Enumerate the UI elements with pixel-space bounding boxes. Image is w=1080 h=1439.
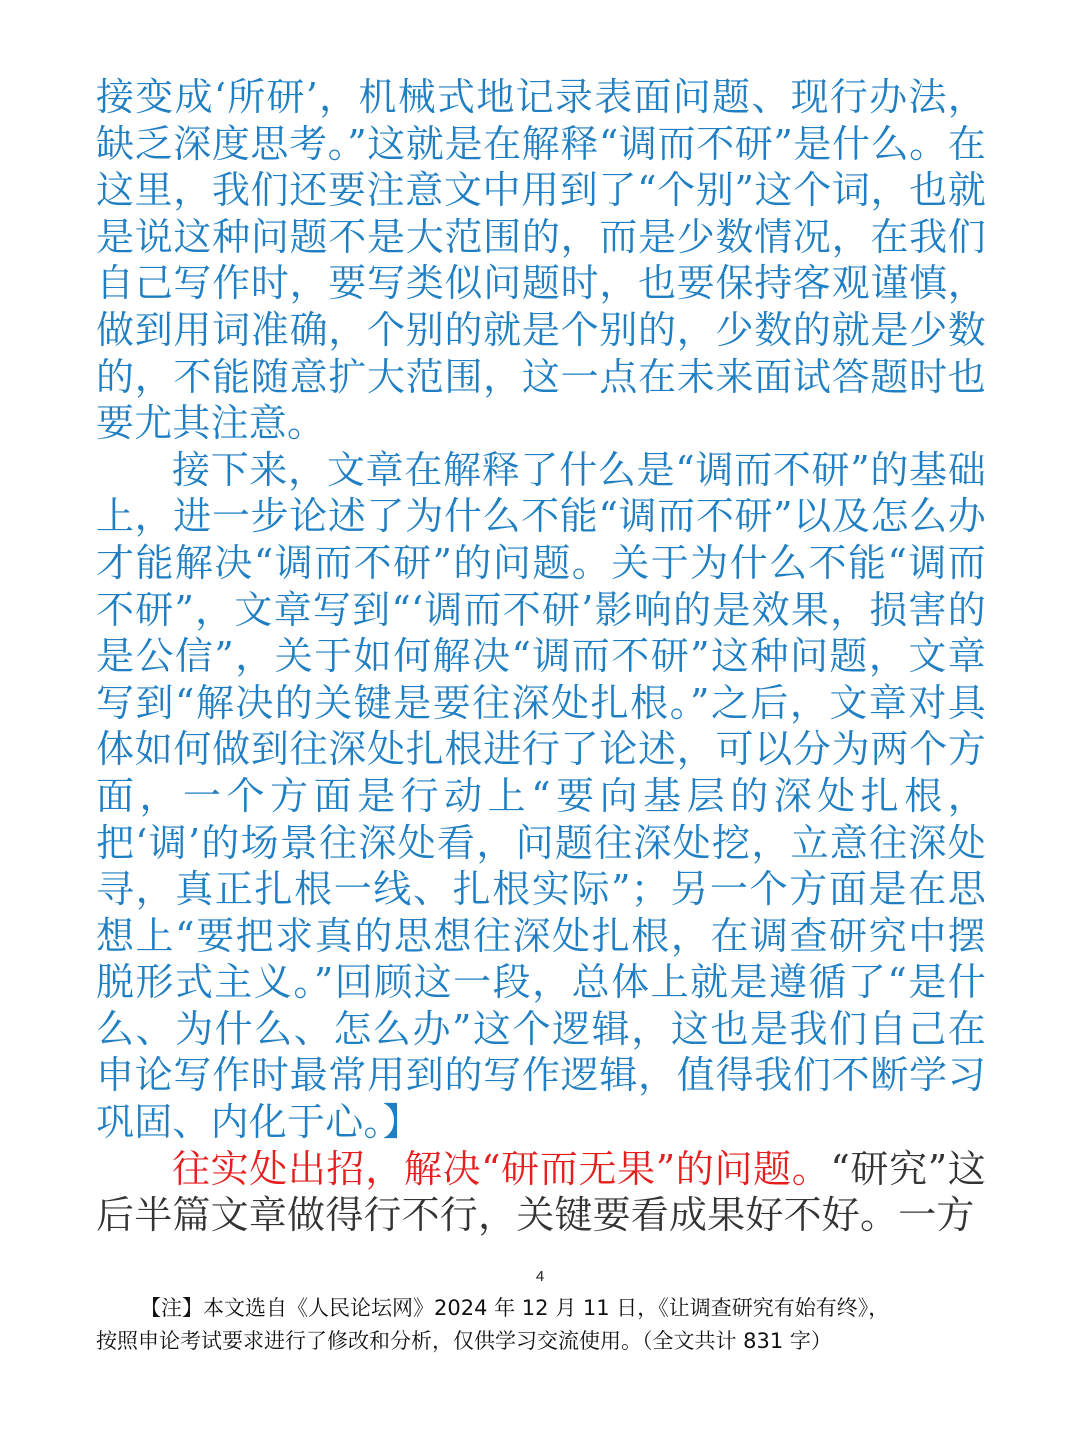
footnote [96,1292,996,1358]
article-text: “研究”这后半篇文章做得行不行，关键要看成果好不好。一方 [96,1146,986,1238]
footnote-line-1: 【注】本文选自《人民论坛网》2024 年 12 月 11 日，《让调查研究有始有终》， [140,1296,890,1320]
analysis-paragraph-2: 接下来，文章在解释了什么是“调而不研”的基础上，进一步论述了为什么不能“调而不研”以及怎么办才能解决“调而不研”的问题。关于为什么不能“调而不研”，文章写到“‘调而不研’影响的是效果，损害的是公信”，关于如何解决“调而不研”这种问题，文章写到“解决的关键是要往深处扎根。”之后，文章对具体如何做到往深处扎根进行了论述，可以分为两个方面，一个方面是行动上“要向基层的深处扎根，把‘调’的场景往深处看，问题往深处挖，立意往深处寻，真正扎根一线、扎根实际”；另一个方面是在思想上“要把求真的思想往深处扎根，在调查研究中摆脱形式主义。”回顾这一段，总体上就是遵循了“是什么、为什么、怎么办”这个逻辑，这也是我们自己在申论写作时最常用到的写作逻辑，值得我们不断学习巩固、内化于心。】 [96,447,986,1145]
article-paragraph-3 [96,1146,986,1239]
article-body [96,74,986,1239]
section-heading: 往实处出招，解决“研而无果”的问题。 [172,1146,831,1191]
page-number: 4 [535,1268,545,1285]
footnote-line-2: 按照申论考试要求进行了修改和分析，仅供学习交流使用。（全文共计 831 字） [96,1329,832,1353]
analysis-paragraph-1: 接变成‘所研’，机械式地记录表面问题、现行办法，缺乏深度思考。”这就是在解释“调而不研”是什么。在这里，我们还要注意文中用到了“个别”这个词，也就是说这种问题不是大范围的，而是少数情况，在我们自己写作时，要写类似问题时，也要保持客观谨慎，做到用词准确，个别的就是个别的，少数的就是少数的，不能随意扩大范围，这一点在未来面试答题时也要尤其注意。 [96,75,986,446]
